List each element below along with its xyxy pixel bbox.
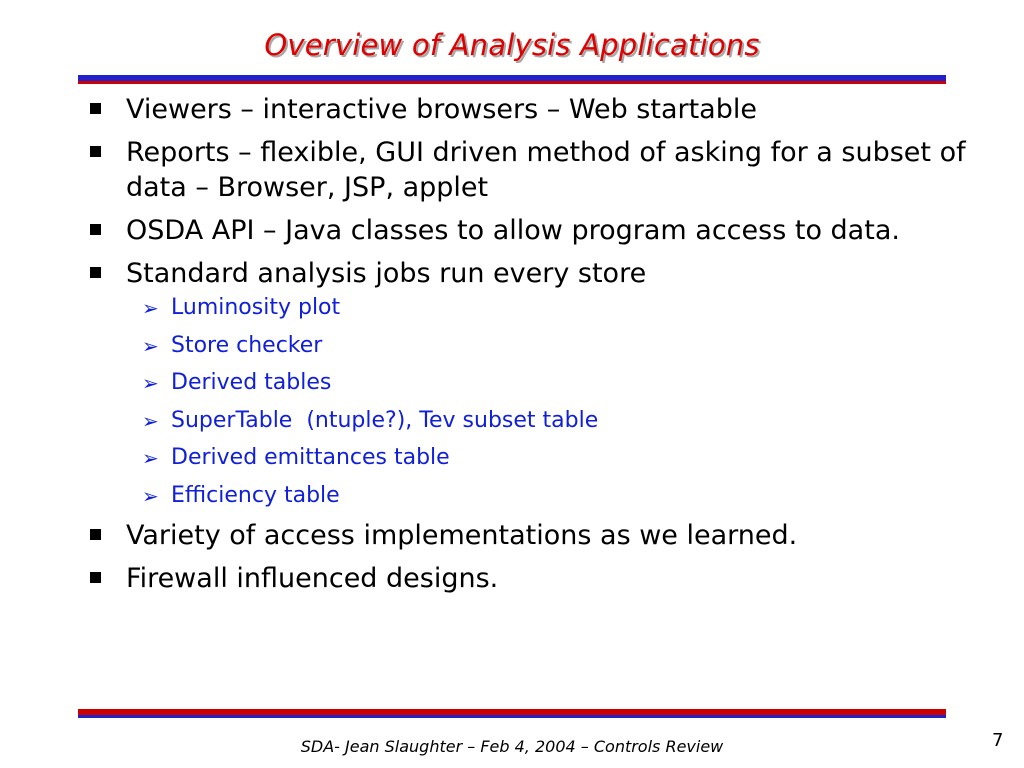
slide-body [86,92,966,604]
arrow-bullet-icon: ➢ [142,333,159,358]
page-number: 7 [992,730,1004,751]
square-bullet-icon [90,103,101,114]
square-bullet-icon [90,572,101,583]
arrow-bullet-icon: ➢ [142,371,159,395]
sub-item-text: SuperTable (ntuple?), Tev subset table [171,407,599,433]
arrow-bullet-icon: ➢ [142,296,159,320]
bullet-text: Standard analysis jobs run every store [126,258,647,289]
bullet-text: OSDA API – Java classes to allow program access to data. [126,215,900,246]
sub-item-text: Derived tables [171,370,332,395]
arrow-bullet-icon: ➢ [142,446,159,470]
footer-divider [78,709,946,718]
bullet-text: Reports – flexible, GUI driven method of asking for a subset of data – Browser, JSP, applet [126,137,966,203]
square-bullet-icon [90,224,101,235]
sub-item-text: Derived emittances table [171,445,450,470]
bullet-text: Viewers – interactive browsers – Web startable [126,94,757,125]
footer-divider-blue [78,715,946,718]
sub-list [86,293,966,511]
sub-item-text: Luminosity plot [171,295,341,320]
square-bullet-icon [90,267,101,278]
sub-list-item [86,406,966,436]
sub-list-item [86,481,966,511]
bullet-text: Firewall influenced designs. [126,563,499,594]
bullet-item [86,256,966,291]
bullet-text: Variety of access implementations as we learned. [126,520,798,551]
title-divider [78,75,946,84]
square-bullet-icon [90,146,101,157]
bullet-item [86,561,966,596]
bullet-item [86,92,966,127]
slide-footer: SDA- Jean Slaughter – Feb 4, 2004 – Controls Review [300,737,724,756]
arrow-bullet-icon: ➢ [142,483,159,508]
sub-item-text: Efficiency table [171,482,340,508]
title-divider-red [78,81,946,84]
square-bullet-icon [90,529,101,540]
sub-list-item [86,443,966,473]
sub-list-item [86,368,966,398]
arrow-bullet-icon: ➢ [142,408,159,433]
sub-list-item [86,331,966,361]
bullet-item [86,213,966,248]
slide-title: Overview of Analysis Applications [264,28,760,62]
sub-list-item [86,293,966,323]
bullet-item [86,135,966,205]
bullet-item [86,518,966,553]
sub-item-text: Store checker [171,332,323,358]
